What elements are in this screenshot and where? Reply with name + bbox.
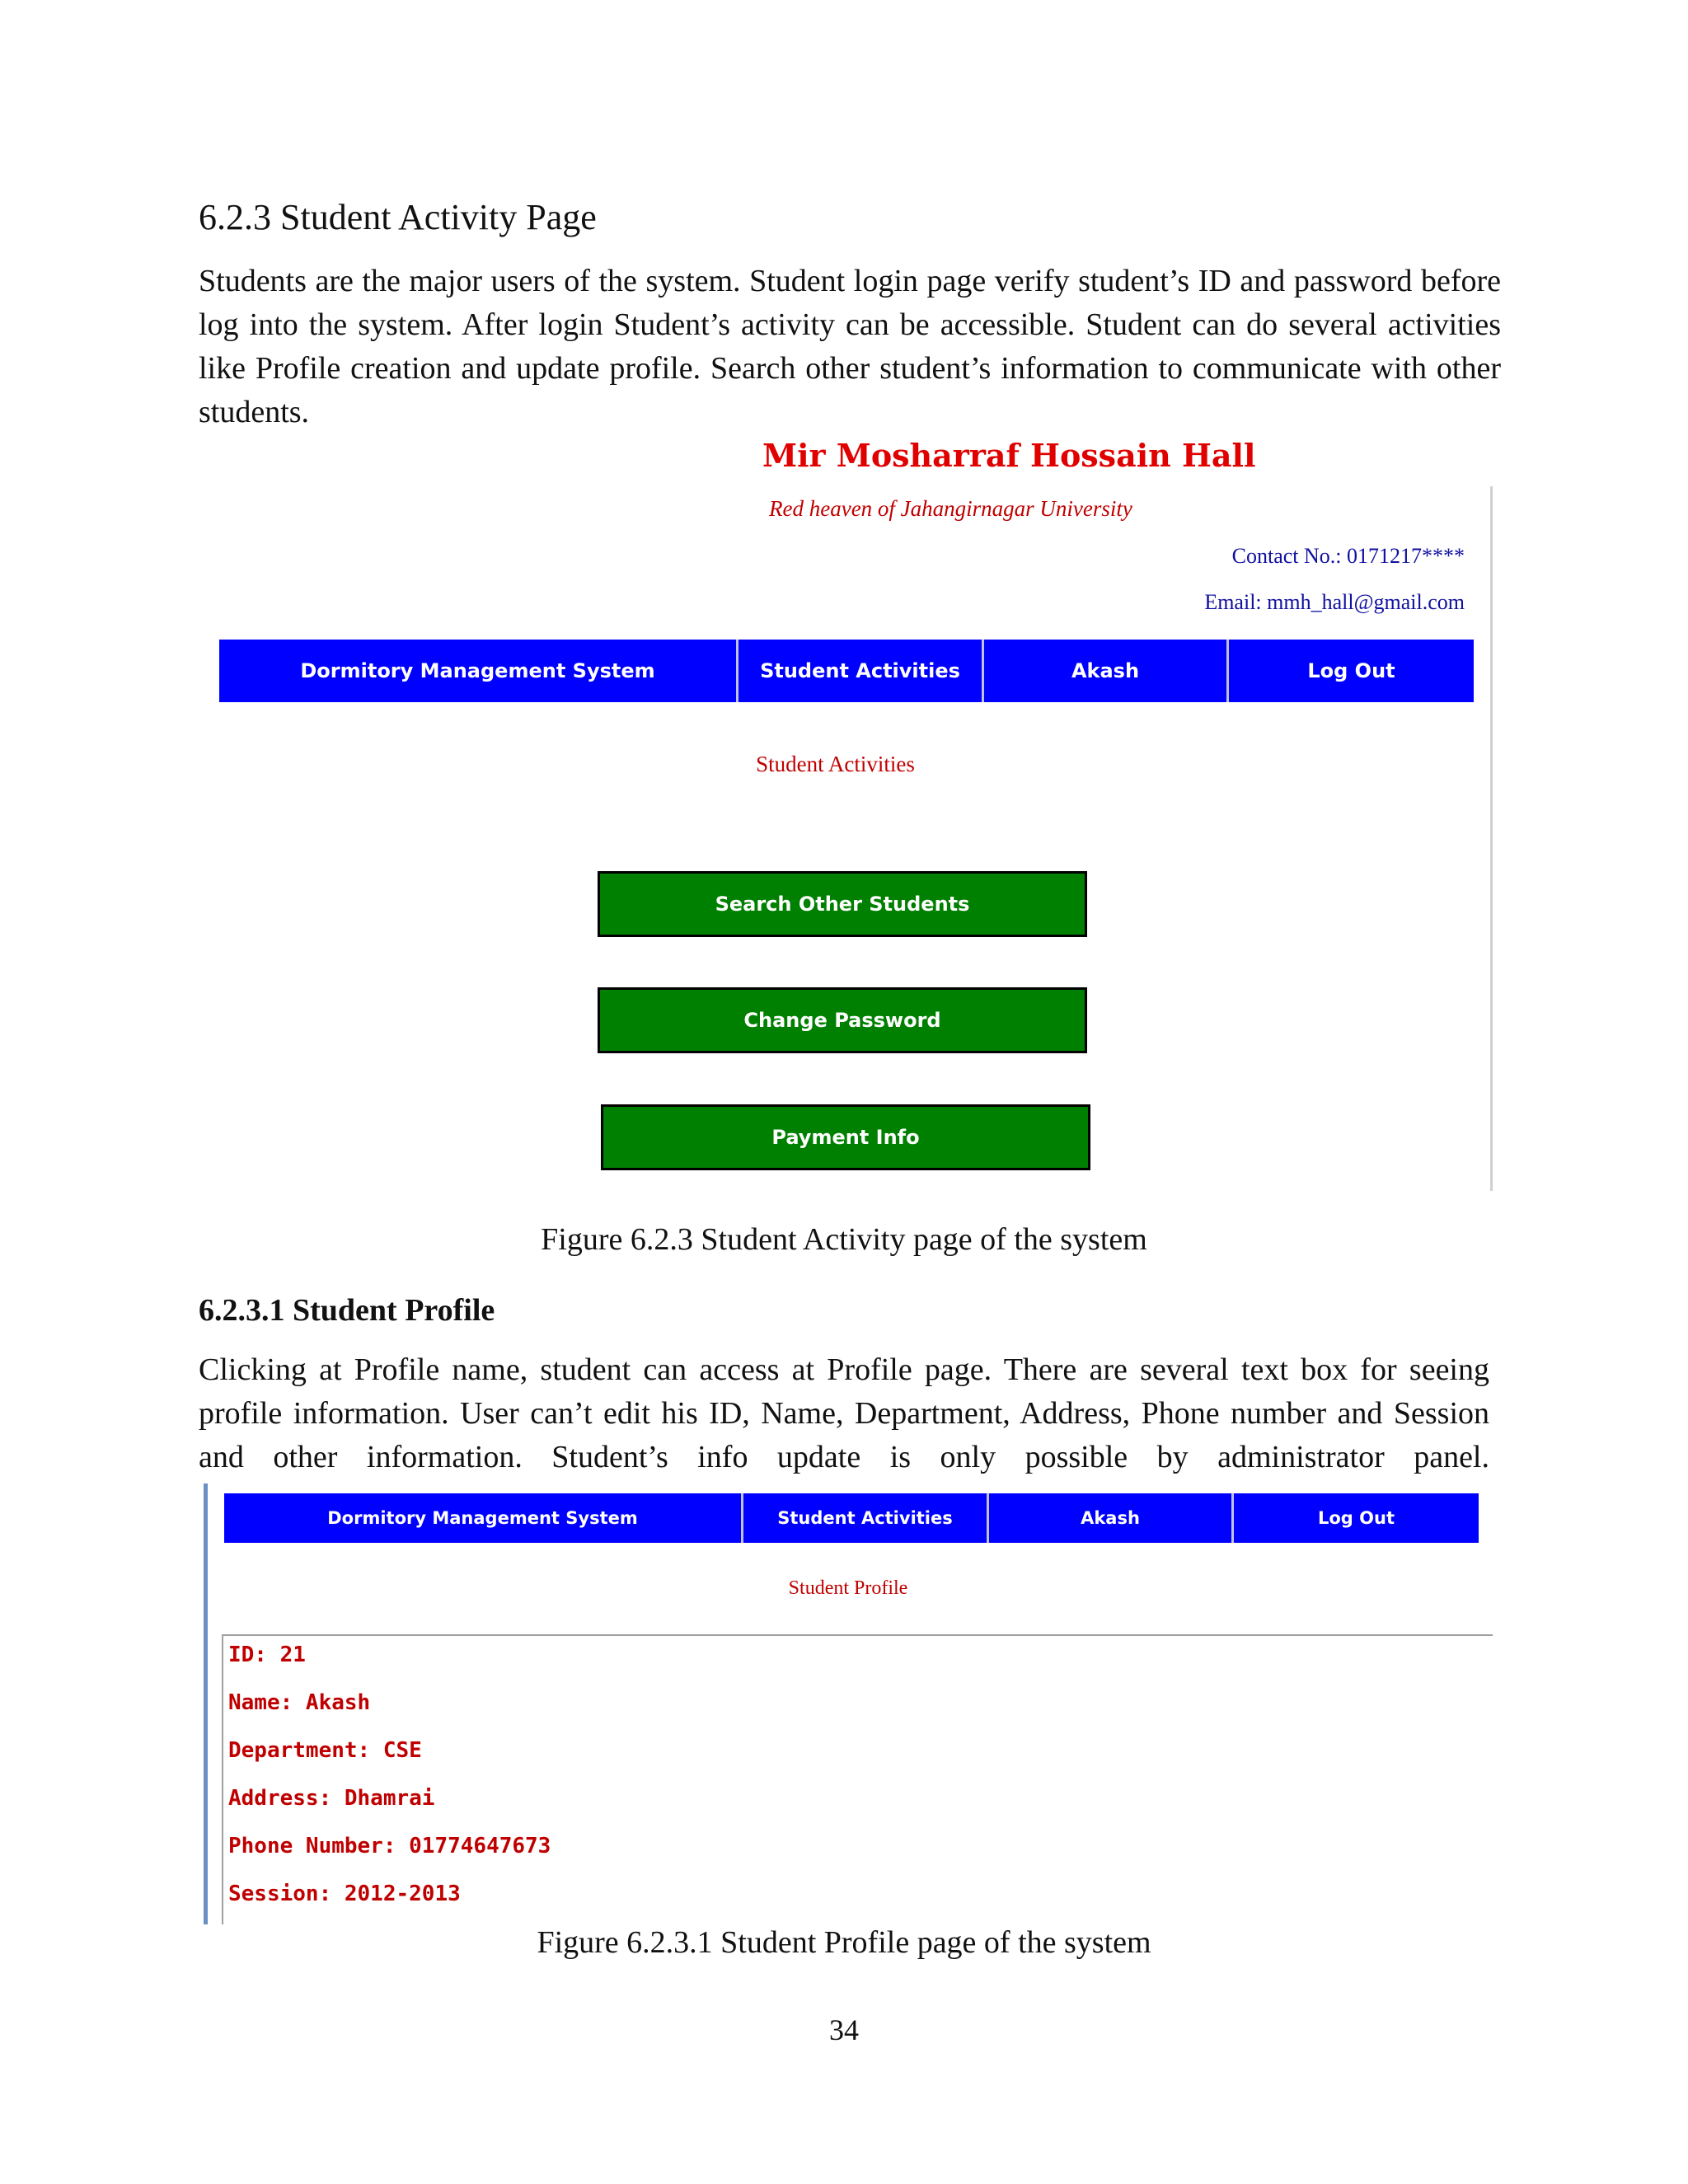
screenshot-border [204,1483,208,1924]
profile-screenshot [204,1483,1493,1924]
nav-logout[interactable]: Log Out [1234,1493,1479,1543]
page-label: Student Activities [756,752,915,776]
hall-tagline: Red heaven of Jahangirnagar University [769,496,1132,521]
nav-dms[interactable]: Dormitory Management System [219,640,738,702]
subsection-heading: 6.2.3.1 Student Profile [199,1293,495,1328]
activity-screenshot [199,437,1493,1191]
contact-number: Contact No.: 0171217**** [1231,544,1465,568]
profile-session: Session: 2012-2013 [228,1882,461,1906]
change-password-button[interactable]: Change Password [598,987,1087,1053]
profile-name: Name: Akash [228,1690,371,1715]
nav-student-activities[interactable]: Student Activities [738,640,984,702]
nav-logout[interactable]: Log Out [1229,640,1474,702]
section-paragraph: Students are the major users of the system. Student login page verify student’s ID and password before log into the system. After login Student’s activity can be accessible. Student can do several activities like Profile creation and update profile. Search other student’s information to communicate with other students. [199,264,1501,429]
section-heading: 6.2.3 Student Activity Page [199,197,597,237]
page-number: 34 [829,2013,859,2046]
search-students-button[interactable]: Search Other Students [598,871,1087,937]
profile-top-nav [224,1493,1479,1543]
figure-caption-profile: Figure 6.2.3.1 Student Profile page of the system [537,1925,1151,1960]
contact-email[interactable]: Email: mmh_hall@gmail.com [1204,590,1465,614]
figure-caption-activity: Figure 6.2.3 Student Activity page of the system [541,1222,1147,1257]
profile-page-label: Student Profile [788,1577,908,1599]
hall-title: Mir Mosharraf Hossain Hall [762,437,1256,474]
screenshot-edge [1490,486,1493,1191]
nav-student-activities[interactable]: Student Activities [743,1493,989,1543]
payment-info-button[interactable]: Payment Info [601,1104,1090,1170]
top-nav [219,640,1474,702]
subsection-paragraph: Clicking at Profile name, student can access at Profile page. There are several text box for seeing profile information. User can’t edit his ID, Name, Department, Address, Phone number and Session and other information. Student’s info update is only possible by administrator panel. [199,1352,1489,1474]
profile-info-box [222,1634,1493,1924]
profile-id: ID: 21 [228,1643,306,1667]
nav-dms[interactable]: Dormitory Management System [224,1493,743,1543]
profile-department: Department: CSE [228,1738,422,1763]
profile-phone: Phone Number: 01774647673 [228,1834,551,1858]
nav-user-profile[interactable]: Akash [984,640,1229,702]
nav-user-profile[interactable]: Akash [989,1493,1234,1543]
profile-address: Address: Dhamrai [228,1786,435,1811]
